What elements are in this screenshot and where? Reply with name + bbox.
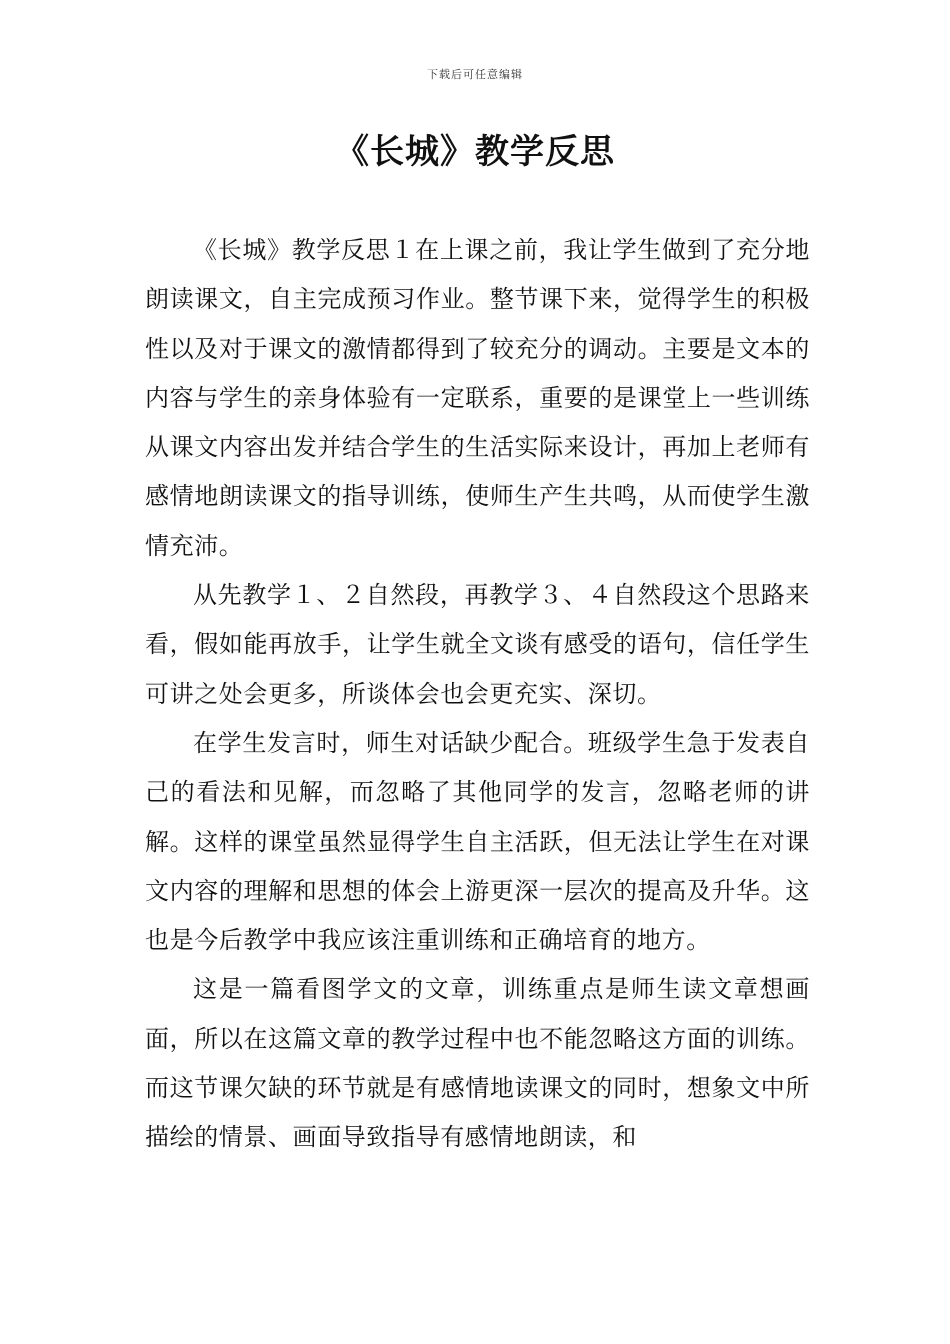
paragraph-2: 从先教学１、２自然段，再教学３、４自然段这个思路来看，假如能再放手，让学生就全文谈有感受的语句，信任学生可讲之处会更多，所谈体会也会更充实、深切。 [145, 581, 810, 708]
paragraph-1: 《长城》教学反思１在上课之前，我让学生做到了充分地朗读课文，自主完成预习作业。整节课下来，觉得学生的积极性以及对于课文的激情都得到了较充分的调动。主要是文本的内容与学生的亲身体验有一定联系，重要的是课堂上一些训练从课文内容出发并结合学生的生活实际来设计，再加上老师有感情地朗读课文的指导训练，使师生产生共鸣，从而使学生激情充沛。 [145, 236, 810, 560]
document-body [145, 226, 810, 1163]
document-title: 《长城》教学反思 [335, 132, 615, 172]
paragraph-3: 在学生发言时，师生对话缺少配合。班级学生急于发表自己的看法和见解，而忽略了其他同学的发言，忽略老师的讲解。这样的课堂虽然显得学生自主活跃，但无法让学生在对课文内容的理解和思想的体会上游更深一层次的提高及升华。这也是今后教学中我应该注重训练和正确培育的地方。 [145, 728, 810, 955]
page-header-note: 下载后可任意编辑 [427, 68, 523, 81]
paragraph-4: 这是一篇看图学文的文章，训练重点是师生读文章想画面，所以在这篇文章的教学过程中也不能忽略这方面的训练。而这节课欠缺的环节就是有感情地读课文的同时，想象文中所描绘的情景、画面导致指导有感情地朗读，和 [145, 975, 810, 1152]
